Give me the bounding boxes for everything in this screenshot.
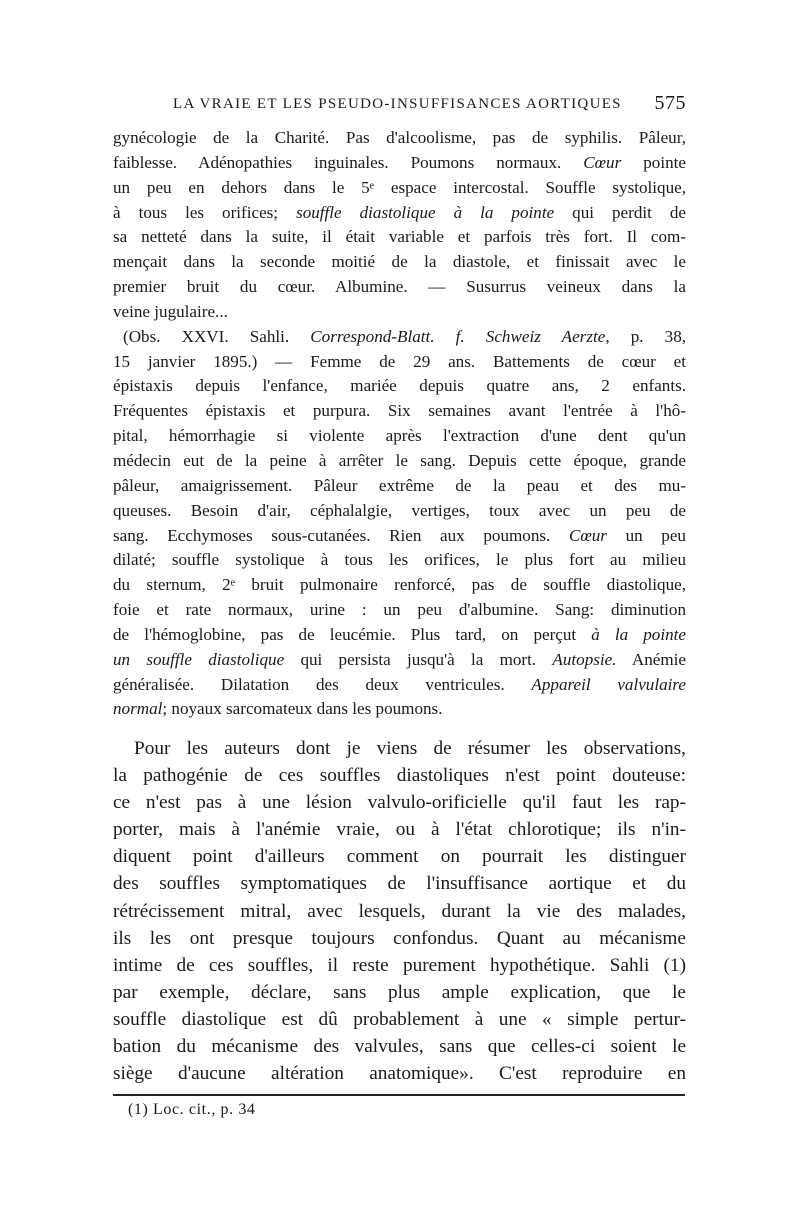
text-line: rétrécissement mitral, avec lesquels, durant la vie des malades,: [113, 900, 686, 922]
text-line: dilaté; souffle systolique à tous les orifices, le plus fort au milieu: [113, 550, 686, 570]
text-line: par exemple, déclare, sans plus ample explication, que le: [113, 981, 686, 1003]
text-line: généralisée. Dilatation des deux ventricules. Appareil valvulaire: [113, 674, 686, 694]
text-line: pital, hémorrhagie si violente après l'extraction d'une dent qu'un: [113, 426, 686, 446]
text-line: diquent point d'ailleurs comment on pourrait les distinguer: [113, 846, 686, 868]
observation-heading-line: (Obs. XXVI. Sahli. Correspond-Blatt. f. Schweiz Aerzte, p. 38,: [123, 326, 687, 346]
text-line: ce n'est pas à une lésion valvulo-orificielle qu'il faut les rap-: [113, 792, 686, 814]
text-line: mençait dans la seconde moitié de la diastole, et finissait avec le: [113, 252, 686, 272]
page-header: [113, 92, 686, 122]
footnote: (1) Loc. cit., p. 34: [128, 1101, 256, 1118]
text-line: premier bruit du cœur. Albumine. — Susurrus veineux dans la: [113, 277, 686, 297]
text-line: porter, mais à l'anémie vraie, ou à l'état chlorotique; ils n'in-: [113, 819, 686, 841]
body-paragraph: [113, 735, 686, 1087]
text-line: intime de ces souffles, il reste purement hypothétique. Sahli (1): [113, 954, 686, 976]
text-line: veine jugulaire...: [113, 301, 228, 321]
text-line: à tous les orifices; souffle diastolique à la pointe qui perdit de: [113, 202, 686, 222]
text-line: un peu en dehors dans le 5ᵉ espace intercostal. Souffle systolique,: [113, 177, 686, 197]
text-line: du sternum, 2ᵉ bruit pulmonaire renforcé, pas de souffle diastolique,: [113, 575, 686, 595]
text-line: 15 janvier 1895.) — Femme de 29 ans. Battements de cœur et: [113, 351, 686, 371]
text-line: bation du mécanisme des valvules, sans que celles-ci soient le: [113, 1036, 686, 1058]
text-line: épistaxis depuis l'enfance, mariée depuis quatre ans, 2 enfants.: [113, 376, 686, 396]
text-line: gynécologie de la Charité. Pas d'alcoolisme, pas de syphilis. Pâleur,: [113, 128, 686, 147]
text-line: pâleur, amaigrissement. Pâleur extrême de la peau et des mu-: [113, 475, 686, 495]
text-line: Pour les auteurs dont je viens de résumer les observations,: [134, 738, 686, 759]
text-line: Fréquentes épistaxis et purpura. Six semaines avant l'entrée à l'hô-: [113, 401, 686, 421]
page-number: 575: [654, 92, 686, 114]
text-line: foie et rate normaux, urine : un peu d'albumine. Sang: diminution: [113, 600, 686, 620]
text-line: la pathogénie de ces souffles diastoliques n'est point douteuse:: [113, 765, 686, 787]
text-line: un souffle diastolique qui persista jusqu'à la mort. Autopsie. Anémie: [113, 649, 686, 669]
text-line: queuses. Besoin d'air, céphalalgie, vertiges, toux avec un peu de: [113, 500, 686, 520]
running-title: LA VRAIE ET LES PSEUDO-INSUFFISANCES AORTIQUES: [173, 96, 622, 112]
text-line: médecin eut de la peine à arrêter le sang. Depuis cette époque, grande: [113, 450, 686, 470]
text-line: siège d'aucune altération anatomique». C'est reproduire en: [113, 1063, 686, 1085]
case-notes: [113, 126, 686, 722]
text-line: faiblesse. Adénopathies inguinales. Poumons normaux. Cœur pointe: [113, 152, 686, 172]
footnote-divider: [113, 1094, 685, 1096]
text-line: sang. Ecchymoses sous-cutanées. Rien aux poumons. Cœur un peu: [113, 525, 686, 545]
text-line: des souffles symptomatiques de l'insuffisance aortique et du: [113, 873, 686, 895]
text-line: normal; noyaux sarcomateux dans les poumons.: [113, 699, 443, 719]
text-line: souffle diastolique est dû probablement à une « simple pertur-: [113, 1008, 686, 1030]
text-line: de l'hémoglobine, pas de leucémie. Plus tard, on perçut à la pointe: [113, 624, 686, 644]
text-line: sa netteté dans la suite, il était variable et parfois très fort. Il com-: [113, 227, 686, 247]
text-line: ils les ont presque toujours confondus. Quant au mécanisme: [113, 927, 686, 949]
